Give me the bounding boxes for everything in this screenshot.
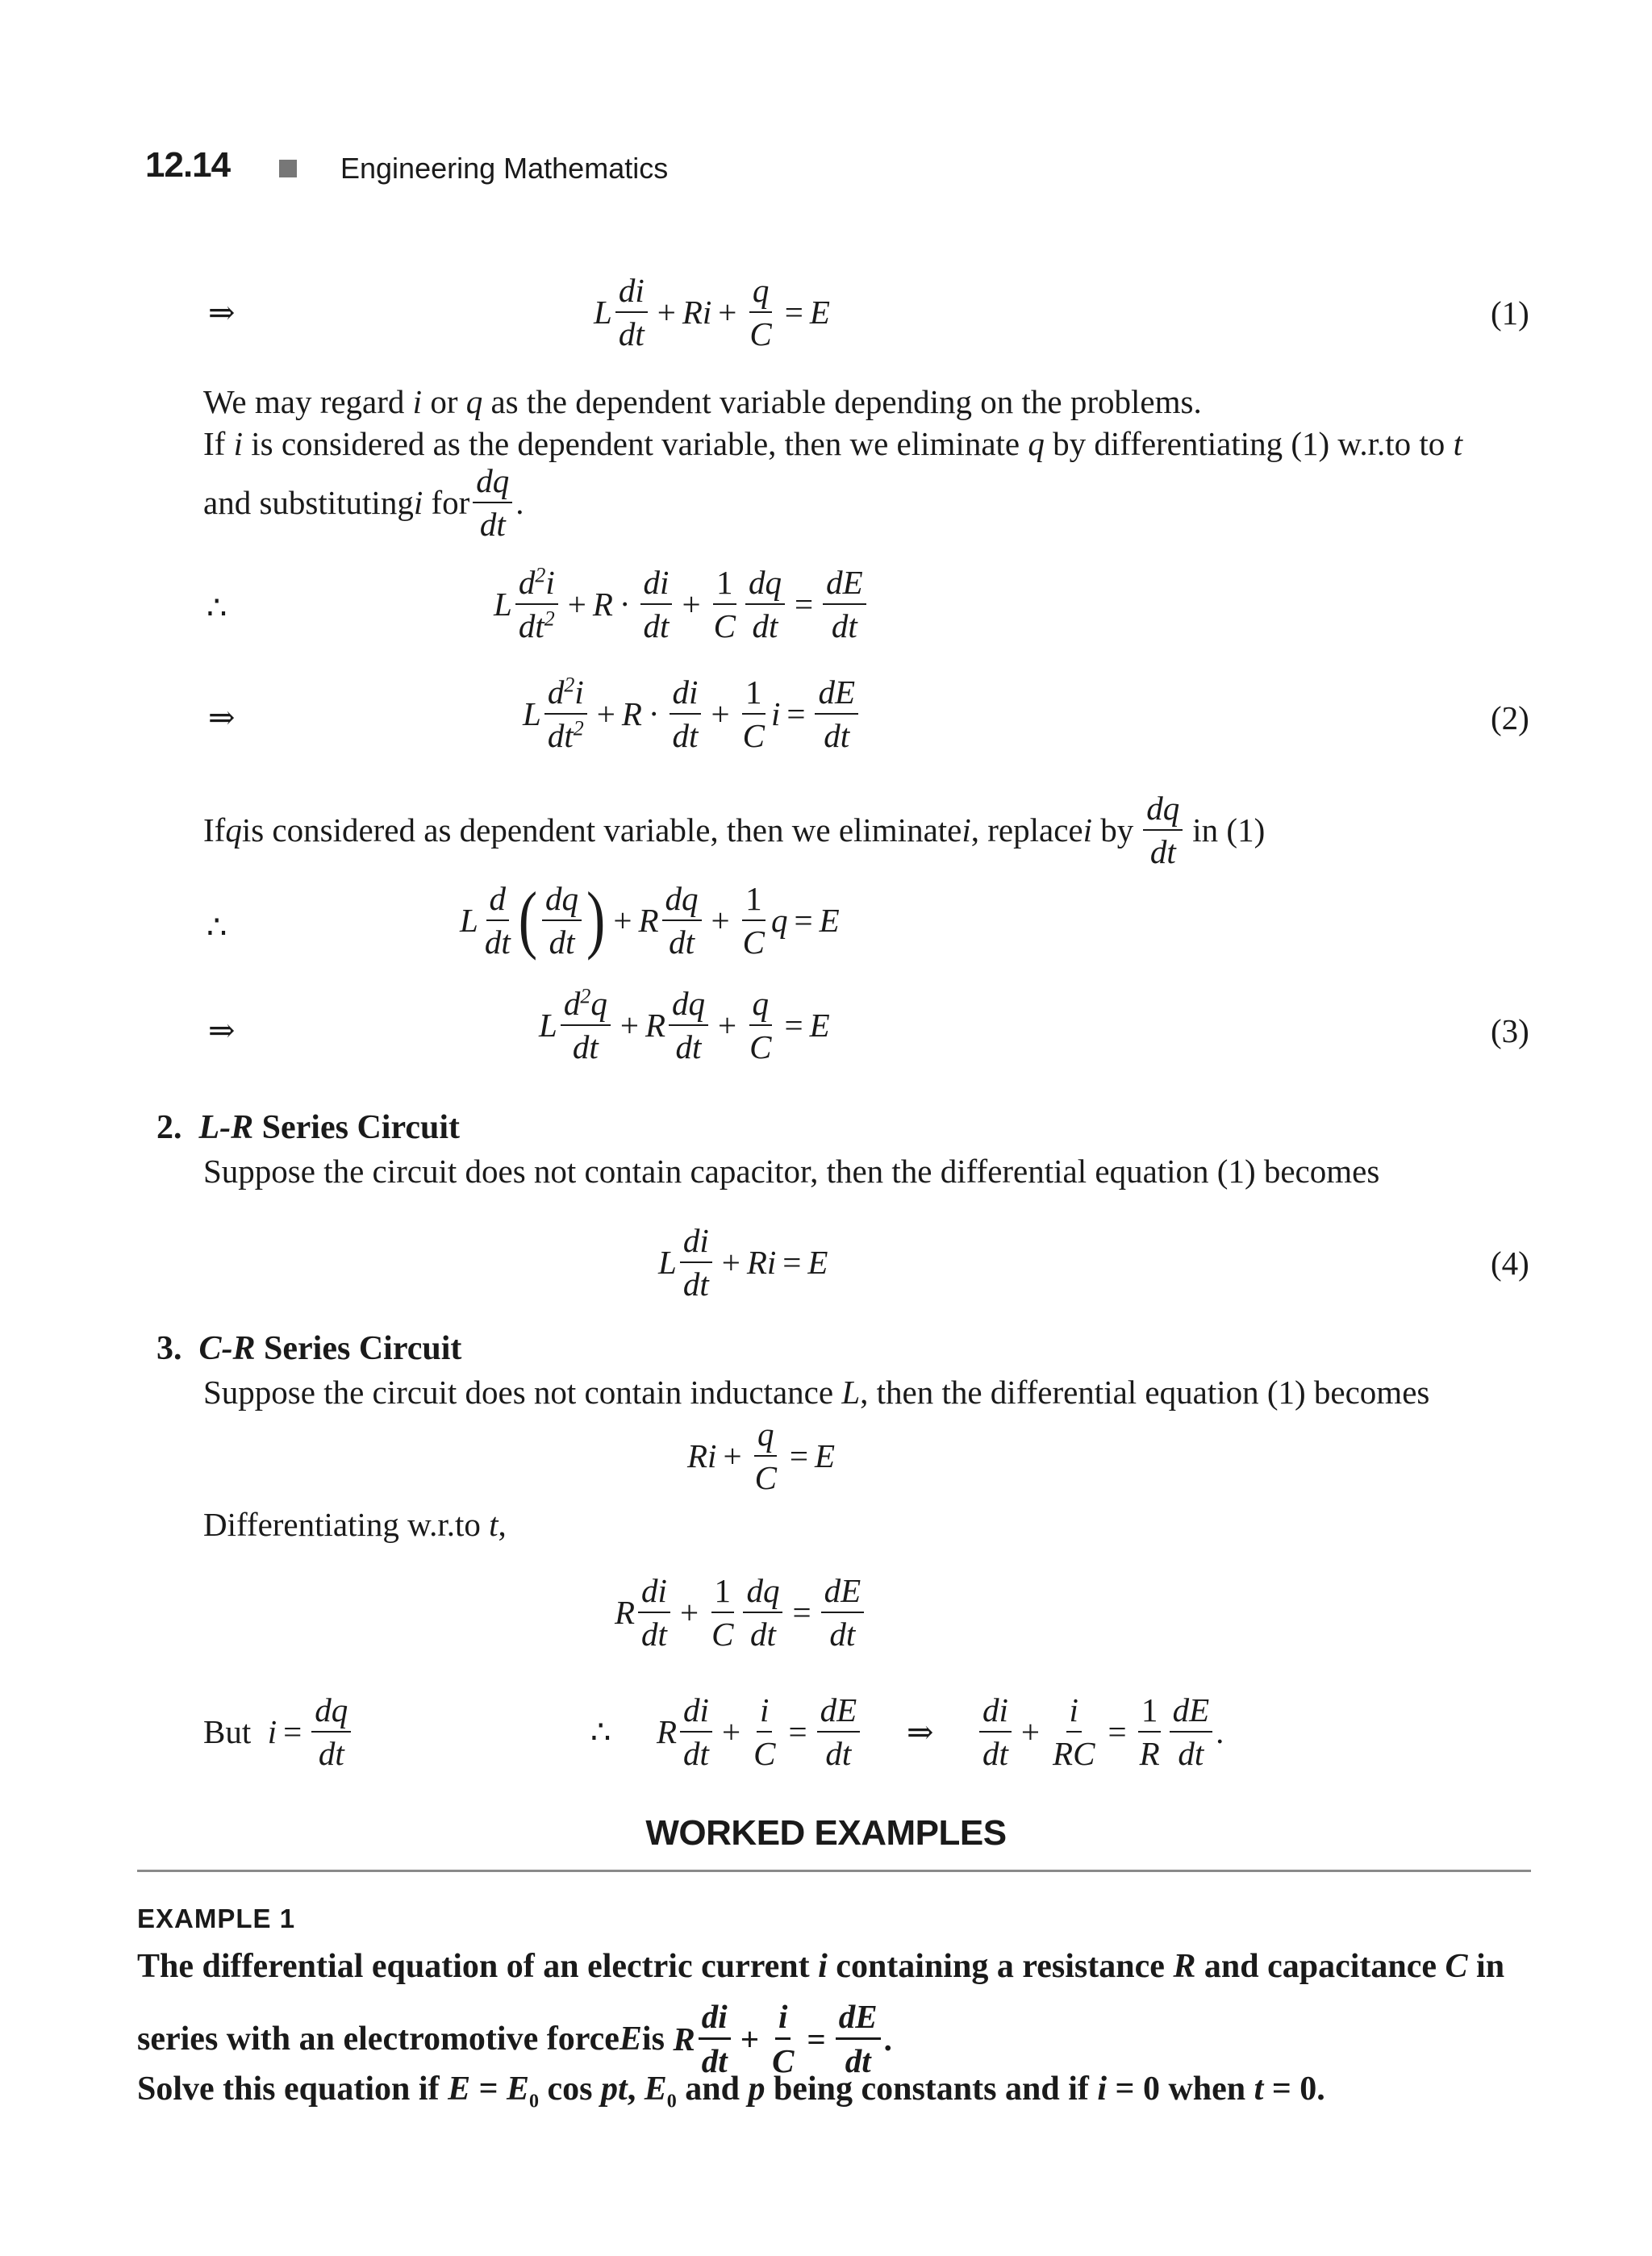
- but-line: But i = $\frac{dq}{dt}$: [203, 1692, 354, 1771]
- section-2-heading: 2. L-R Series Circuit: [156, 1109, 460, 1146]
- paragraph-line-2: If i is considered as the dependent variable, then we eliminate q by differentiating (1) w.r.to to t: [203, 425, 1462, 462]
- equation-number-1: (1): [1491, 294, 1529, 332]
- header-square-icon: [279, 160, 297, 177]
- equation-number-2: (2): [1491, 699, 1529, 736]
- section-divider: [137, 1870, 1531, 1872]
- example-line-1: The differential equation of an electric current i containing a resistance R and capacitance C in: [137, 1948, 1505, 1985]
- implies-symbol: ⇒: [208, 699, 236, 736]
- therefore-symbol: ∴: [590, 1714, 611, 1750]
- equation-number-3: (3): [1491, 1012, 1529, 1049]
- section-3-text: Suppose the circuit does not contain inductance L, then the differential equation (1) becomes: [203, 1374, 1430, 1411]
- page-number: 12.14: [145, 145, 231, 185]
- implies-symbol: ⇒: [907, 1714, 934, 1750]
- equation-3: L $\frac{d^2q}{dt}$ + R $\frac{dq}{dt}$ + $\frac{q}{C}$ = E: [539, 984, 830, 1065]
- paragraph-line-1: We may regard i or q as the dependent variable depending on the problems.: [203, 383, 1202, 420]
- section-3-heading: 3. C-R Series Circuit: [156, 1330, 462, 1367]
- equation-cr: Ri + $\frac{q}{C}$ = E: [687, 1416, 836, 1496]
- example-line-3: Solve this equation if $E = E_0$ cos pt, $E_0$ and p being constants and if i = 0 when t = 0.: [137, 2070, 1325, 2112]
- worked-examples-title: WORKED EXAMPLES: [645, 1813, 1007, 1853]
- running-title: Engineering Mathematics: [340, 152, 669, 185]
- equation-cr-final-a: R $\frac{di}{dt}$ + $\frac{i}{C}$ = $\frac{dE}{dt}$: [657, 1692, 863, 1771]
- therefore-symbol: ∴: [206, 909, 227, 945]
- implies-symbol: ⇒: [208, 1012, 236, 1049]
- equation-step-a: L $\frac{d^2i}{dt^2}$ + R · $\frac{di}{dt}$ + $\frac{1}{C}$ $\frac{dq}{dt}$ = $\frac{dE}{dt}$: [494, 565, 870, 644]
- equation-cr-final-b: $\frac{di}{dt}$ + $\frac{i}{RC}$ = $\frac{1}{R}$ $\frac{dE}{dt}$ .: [976, 1692, 1224, 1771]
- example-label: EXAMPLE 1: [137, 1904, 296, 1933]
- equation-4: L $\frac{di}{dt}$ + Ri = E: [658, 1222, 828, 1303]
- paragraph-line-3: and substituting i for $\frac{dq}{dt}$ .: [203, 462, 524, 543]
- paragraph-line-4: If q is considered as dependent variable, then we eliminate i , replace i by $\frac{dq}{dt}$ in (1): [203, 790, 1266, 870]
- example-line-2: series with an electromotive force E is R $\frac{di}{dt}$ + $\frac{i}{C}$ = $\frac{dE}{dt}$ .: [137, 1998, 892, 2079]
- equation-cr-diff: R $\frac{di}{dt}$ + $\frac{1}{C}$ $\frac{dq}{dt}$ = $\frac{dE}{dt}$: [615, 1573, 867, 1652]
- section-2-text: Suppose the circuit does not contain capacitor, then the differential equation (1) becomes: [203, 1153, 1380, 1190]
- therefore-symbol: ∴: [206, 590, 227, 626]
- implies-symbol: ⇒: [208, 294, 236, 331]
- equation-number-4: (4): [1491, 1245, 1529, 1282]
- differentiating-text: Differentiating w.r.to t,: [203, 1506, 507, 1543]
- equation-2: L $\frac{d^2i}{dt^2}$ + R · $\frac{di}{dt}$ + $\frac{1}{C}$ i = $\frac{dE}{dt}$: [523, 674, 861, 753]
- equation-step-b: L $\frac{d}{dt}$ ( $\frac{dq}{dt}$ ) + R $\frac{dq}{dt}$ + $\frac{1}{C}$ q = E: [460, 878, 840, 962]
- equation-1: L $\frac{di}{dt}$ + Ri + $\frac{q}{C}$ = E: [594, 272, 830, 352]
